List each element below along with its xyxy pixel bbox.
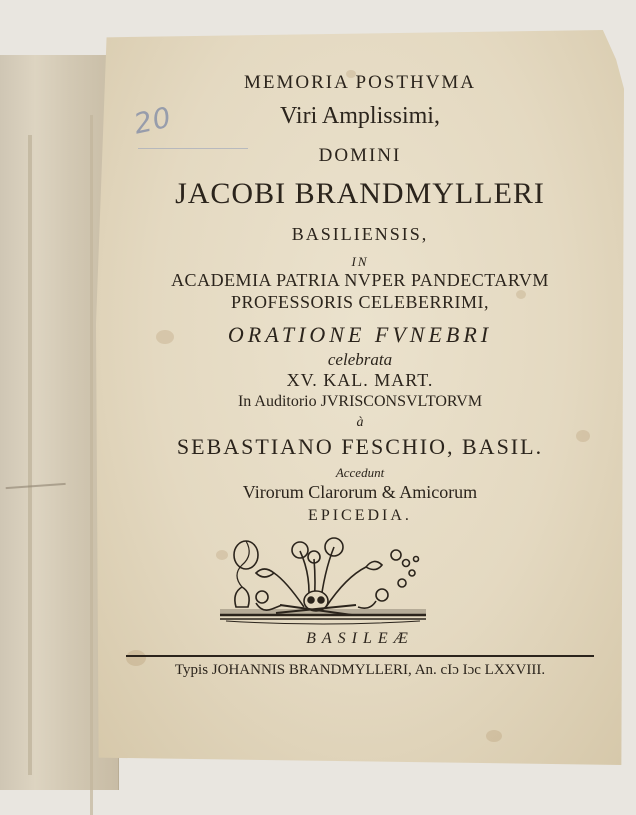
title-line-virorum: Virorum Clarorum & Amicorum [242,482,478,502]
woodcut-vignette-icon [216,537,430,627]
title-line-professoris: PROFESSORIS CELEBERRIMI, [230,292,490,312]
title-page-text [96,30,624,765]
title-line-memoria: MEMORIA POSTHVMA [243,72,477,93]
title-line-epicedia: EPICEDIA. [308,507,412,524]
title-line-oratione: ORATIONE FVNEBRI [227,322,493,347]
pencil-annotation: 20 [130,100,175,141]
pencil-underline [138,148,248,149]
title-line-author: SEBASTIANO FESCHIO, BASIL. [176,434,544,459]
title-line-celebrata: celebrata [327,350,393,369]
title-line-in: IN [351,254,369,269]
title-line-basiliensis: BASILIENSIS, [291,224,429,244]
imprint-rule [126,655,594,657]
spine-crease [28,135,32,775]
title-line-name: JACOBI BRANDMYLLERI [175,177,545,210]
imprint-city: BASILEÆ [306,630,414,647]
title-line-viri: Viri Amplissimi, [280,103,440,129]
title-line-a: à [356,415,364,430]
title-line-domini: DOMINI [318,145,402,166]
title-line-accedunt: Accedunt [335,465,385,480]
spine-tear [6,483,67,499]
title-line-academia: ACADEMIA PATRIA NVPER PANDECTARVM [171,270,549,290]
title-line-auditorio: In Auditorio JVRISCONSVLTORVM [237,393,483,410]
title-line-date: XV. KAL. MART. [286,370,434,390]
imprint-line: Typis JOHANNIS BRANDMYLLERI, An. cIɔ Iɔc LXXVIII. [174,662,546,678]
spine-crease-inner [90,115,93,815]
